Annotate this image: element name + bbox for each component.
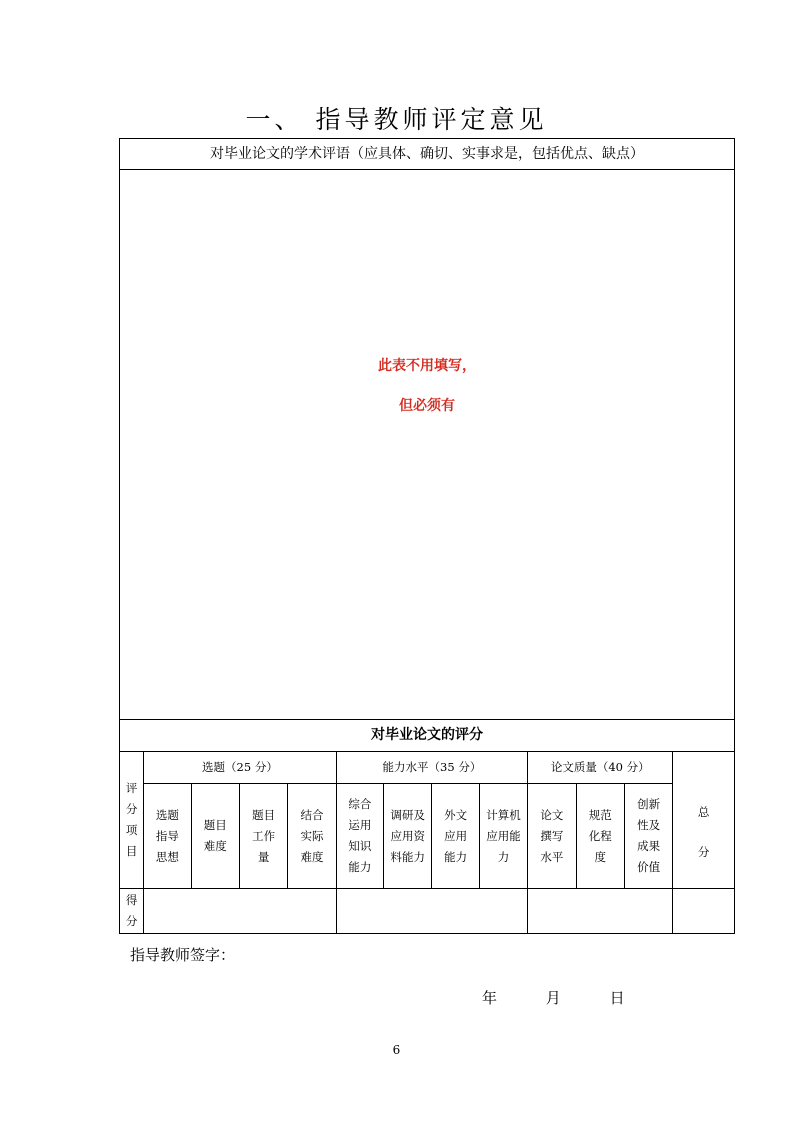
score-quality-cell[interactable] — [528, 889, 673, 934]
item-cell: 计算机应用能力 — [479, 784, 527, 889]
date-day: 日 — [609, 989, 625, 1007]
page-title: 一、 指导教师评定意见 — [245, 105, 548, 134]
item-cell: 题目工作量 — [239, 784, 287, 889]
score-header: 对毕业论文的评分 — [120, 720, 735, 752]
group-topic: 选题（25 分） — [144, 752, 337, 784]
signature-label: 指导教师签字： — [130, 946, 236, 964]
item-cell: 综合运用知识能力 — [336, 784, 383, 889]
score-topic-cell[interactable] — [144, 889, 337, 934]
group-total: 总分 — [673, 752, 735, 889]
date-year: 年 — [482, 989, 498, 1007]
score-ability-cell[interactable] — [336, 889, 528, 934]
evaluation-table — [119, 138, 735, 934]
item-cell: 论文撰写水平 — [528, 784, 576, 889]
item-cell: 创新性及成果价值 — [624, 784, 672, 889]
item-cell: 调研及应用资料能力 — [384, 784, 432, 889]
note-line-1: 此表不用填写， — [378, 358, 476, 374]
comment-area[interactable] — [120, 170, 735, 720]
note-line-2: 但必须有 — [399, 398, 455, 414]
date-month: 月 — [545, 989, 561, 1007]
date-line — [482, 987, 649, 1008]
group-quality: 论文质量（40 分） — [528, 752, 673, 784]
page-number: 6 — [392, 1043, 401, 1057]
item-cell: 外文应用能力 — [432, 784, 479, 889]
item-cell: 选题指导思想 — [144, 784, 191, 889]
score-total-cell[interactable] — [673, 889, 735, 934]
group-ability: 能力水平（35 分） — [336, 752, 528, 784]
row-label-items: 评分项目 — [120, 752, 144, 889]
comment-header: 对毕业论文的学术评语（应具体、确切、实事求是，包括优点、缺点） — [120, 139, 735, 170]
item-cell: 规范化程度 — [576, 784, 624, 889]
item-cell: 结合实际难度 — [288, 784, 336, 889]
item-cell: 题目难度 — [191, 784, 239, 889]
row-label-score: 得分 — [120, 889, 144, 934]
